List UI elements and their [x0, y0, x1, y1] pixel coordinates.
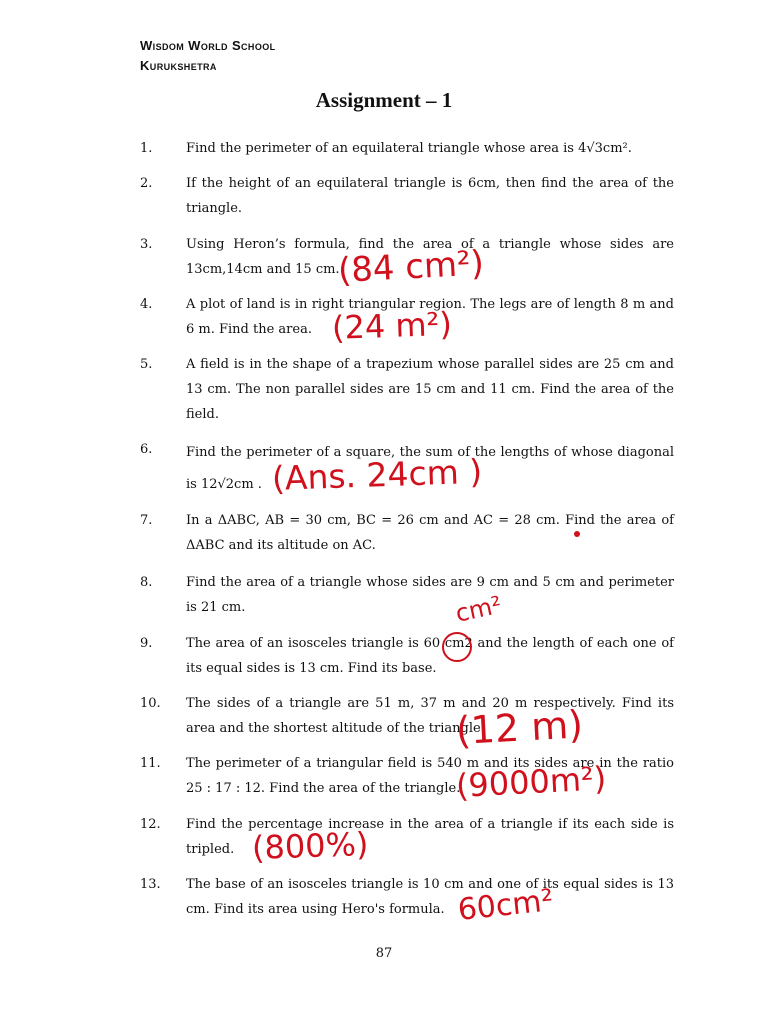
question-text: Find the perimeter of an equilateral triangle whose area is 4√3cm².: [186, 141, 632, 156]
question-text: A field is in the shape of a trapezium whose parallel sides are 25 cm and 13 cm. The non parallel sides are 15 cm and 11 cm. Find the area of the field.: [186, 357, 674, 422]
handwritten-circle-mark: [442, 632, 472, 662]
question-number: 6.: [140, 442, 153, 457]
school-name: Wisdom World School: [140, 38, 276, 53]
question-text: The perimeter of a triangular field is 540 m and its sides are in the ratio 25 : 17 : 12. Find the area of the triangle.: [186, 756, 674, 796]
handwritten-answer-q10: (12 m): [454, 702, 585, 753]
handwritten-answer-q13: 60cm²: [456, 883, 556, 928]
question-text: If the height of an equilateral triangle is 6cm, then find the area of the triangle.: [186, 176, 674, 216]
question-text: Using Heron’s formula, find the area of a triangle whose sides are 13cm,14cm and 15 cm.: [186, 237, 674, 277]
school-city: Kurukshetra: [140, 58, 217, 73]
question-number: 10.: [140, 696, 161, 711]
question-number: 2.: [140, 176, 153, 191]
page-number: 87: [375, 946, 393, 961]
handwritten-answer-q9: cm²: [453, 590, 505, 628]
question-number: 13.: [140, 877, 161, 892]
question-text: The base of an isosceles triangle is 10 cm and one of its equal sides is 13 cm. Find its area using Hero's formula.: [186, 877, 674, 917]
question-number: 3.: [140, 237, 153, 252]
question-number: 7.: [140, 513, 153, 528]
question-text: A plot of land is in right triangular region. The legs are of length 8 m and 6 m. Find the area.: [186, 297, 674, 337]
question-number: 12.: [140, 817, 161, 832]
handwritten-answer-q11: (9000m²): [455, 759, 608, 805]
assignment-title: Assignment – 1: [315, 88, 453, 112]
question-text: The sides of a triangle are 51 m, 37 m and 20 m respectively. Find its area and the shortest altitude of the triangle.: [186, 696, 674, 736]
handwritten-answer-q3: (84 cm²): [336, 243, 485, 291]
question-text: Find the percentage increase in the area of a triangle if its each side is tripled.: [186, 817, 674, 857]
handwritten-dot: [574, 531, 580, 537]
question-number: 5.: [140, 357, 153, 372]
question-number: 9.: [140, 636, 153, 651]
question-number: 1.: [140, 141, 153, 156]
question-number: 4.: [140, 297, 153, 312]
question-number: 11.: [140, 756, 161, 771]
handwritten-answer-q6: (Ans. 24cm ): [271, 451, 483, 498]
question-text: In a ΔABC, AB = 30 cm, BC = 26 cm and AC = 28 cm. Find the area of ΔABC and its altitude on AC.: [186, 513, 674, 553]
question-number: 8.: [140, 575, 153, 590]
question-text: The area of an isosceles triangle is 60 cm2 and the length of each one of its equal sides is 13 cm. Find its base.: [186, 636, 674, 676]
question-text: Find the perimeter of a square, the sum of the lengths of whose diagonal is 12√2cm .: [186, 445, 674, 492]
handwritten-answer-q12: (800%): [251, 824, 370, 867]
handwritten-answer-q4: (24 m²): [331, 304, 453, 347]
question-text: Find the area of a triangle whose sides are 9 cm and 5 cm and perimeter is 21 cm.: [186, 575, 674, 615]
